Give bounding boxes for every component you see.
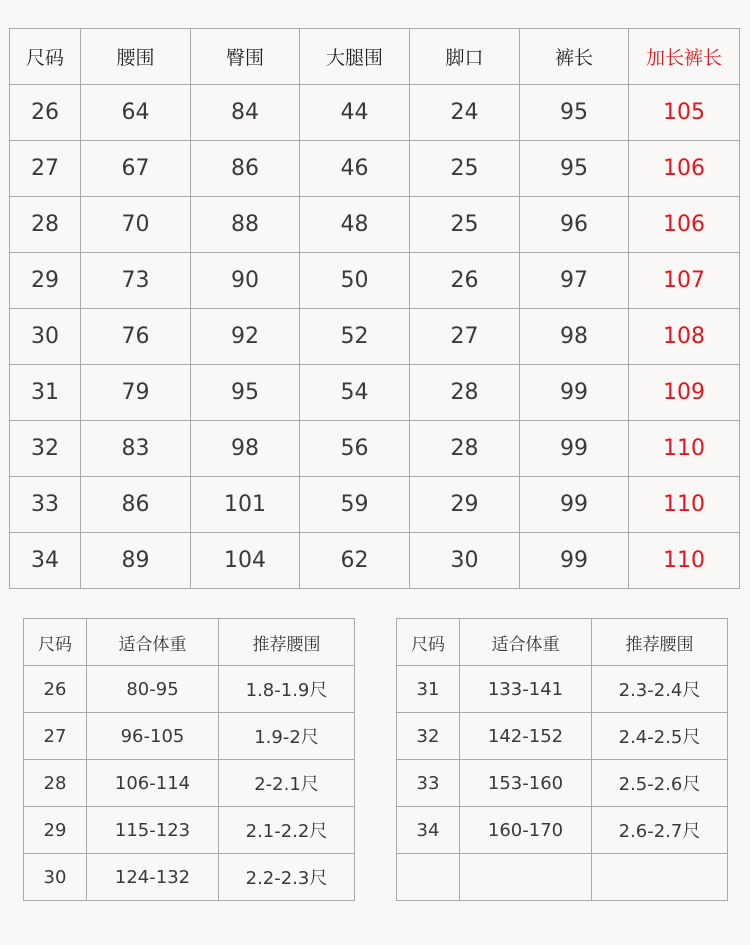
table-cell: 97 — [520, 253, 629, 309]
extended-length-cell: 108 — [629, 309, 740, 365]
weight-chart-header-row — [24, 619, 355, 666]
table-row — [397, 713, 728, 760]
table-cell: 70 — [81, 197, 191, 253]
table-cell: 106-114 — [87, 760, 219, 807]
table-cell: 64 — [81, 85, 191, 141]
table-cell: 153-160 — [460, 760, 592, 807]
table-cell: 98 — [520, 309, 629, 365]
table-cell: 52 — [300, 309, 410, 365]
table-cell: 73 — [81, 253, 191, 309]
table-cell: 32 — [397, 713, 460, 760]
table-cell: 67 — [81, 141, 191, 197]
table-cell: 79 — [81, 365, 191, 421]
size-chart-header-row — [10, 29, 740, 85]
extended-length-cell: 106 — [629, 197, 740, 253]
extended-length-cell: 110 — [629, 477, 740, 533]
table-cell: 31 — [10, 365, 81, 421]
table-cell: 32 — [10, 421, 81, 477]
extended-length-cell: 110 — [629, 421, 740, 477]
table-cell: 27 — [10, 141, 81, 197]
column-header: 尺码 — [24, 619, 87, 666]
table-row — [24, 760, 355, 807]
table-cell: 28 — [410, 421, 520, 477]
table-cell: 44 — [300, 85, 410, 141]
table-cell: 124-132 — [87, 854, 219, 901]
table-cell: 31 — [397, 666, 460, 713]
table-cell: 95 — [520, 85, 629, 141]
table-cell: 1.9-2尺 — [219, 713, 355, 760]
table-cell: 28 — [24, 760, 87, 807]
table-row — [24, 807, 355, 854]
table-cell: 30 — [24, 854, 87, 901]
column-header: 推荐腰围 — [592, 619, 728, 666]
table-cell: 34 — [397, 807, 460, 854]
table-cell — [460, 854, 592, 901]
column-header: 适合体重 — [460, 619, 592, 666]
table-cell: 92 — [191, 309, 300, 365]
table-cell: 80-95 — [87, 666, 219, 713]
table-cell: 48 — [300, 197, 410, 253]
extended-length-cell: 107 — [629, 253, 740, 309]
table-cell: 88 — [191, 197, 300, 253]
table-cell: 90 — [191, 253, 300, 309]
table-cell: 89 — [81, 533, 191, 589]
table-cell: 142-152 — [460, 713, 592, 760]
table-cell: 99 — [520, 421, 629, 477]
table-row — [10, 365, 740, 421]
table-cell: 84 — [191, 85, 300, 141]
table-cell: 46 — [300, 141, 410, 197]
column-header: 脚口 — [410, 29, 520, 85]
table-cell: 29 — [24, 807, 87, 854]
table-cell: 27 — [24, 713, 87, 760]
column-header: 裤长 — [520, 29, 629, 85]
table-row — [397, 666, 728, 713]
table-cell: 33 — [397, 760, 460, 807]
table-cell: 86 — [81, 477, 191, 533]
table-cell: 95 — [191, 365, 300, 421]
table-cell: 95 — [520, 141, 629, 197]
table-row — [10, 421, 740, 477]
column-header: 适合体重 — [87, 619, 219, 666]
column-header: 尺码 — [10, 29, 81, 85]
table-cell: 115-123 — [87, 807, 219, 854]
column-header: 腰围 — [81, 29, 191, 85]
table-cell — [397, 854, 460, 901]
column-header: 尺码 — [397, 619, 460, 666]
table-row — [10, 85, 740, 141]
table-cell: 2.1-2.2尺 — [219, 807, 355, 854]
table-cell: 99 — [520, 365, 629, 421]
size-chart-table — [9, 28, 740, 589]
table-cell: 25 — [410, 197, 520, 253]
table-cell: 2-2.1尺 — [219, 760, 355, 807]
table-cell: 27 — [410, 309, 520, 365]
table-cell: 26 — [24, 666, 87, 713]
table-row — [10, 253, 740, 309]
table-row — [10, 477, 740, 533]
table-cell: 30 — [10, 309, 81, 365]
table-cell: 96 — [520, 197, 629, 253]
table-cell: 2.4-2.5尺 — [592, 713, 728, 760]
table-cell: 29 — [410, 477, 520, 533]
table-cell: 26 — [410, 253, 520, 309]
table-row — [397, 807, 728, 854]
table-cell: 2.6-2.7尺 — [592, 807, 728, 854]
extended-length-cell: 106 — [629, 141, 740, 197]
column-header: 推荐腰围 — [219, 619, 355, 666]
table-cell: 54 — [300, 365, 410, 421]
column-header-extended-length: 加长裤长 — [629, 29, 740, 85]
table-cell: 24 — [410, 85, 520, 141]
table-row — [397, 760, 728, 807]
table-cell — [592, 854, 728, 901]
table-cell: 96-105 — [87, 713, 219, 760]
weight-chart-header-row — [397, 619, 728, 666]
table-cell: 2.3-2.4尺 — [592, 666, 728, 713]
weight-chart-table-right — [396, 618, 728, 901]
extended-length-cell: 105 — [629, 85, 740, 141]
weight-chart-table-left — [23, 618, 355, 901]
extended-length-cell: 110 — [629, 533, 740, 589]
table-cell: 62 — [300, 533, 410, 589]
table-cell: 83 — [81, 421, 191, 477]
table-cell: 2.2-2.3尺 — [219, 854, 355, 901]
table-row — [10, 197, 740, 253]
table-row — [10, 141, 740, 197]
table-cell: 26 — [10, 85, 81, 141]
table-cell: 30 — [410, 533, 520, 589]
table-cell: 99 — [520, 533, 629, 589]
table-cell: 101 — [191, 477, 300, 533]
table-cell: 50 — [300, 253, 410, 309]
table-cell: 1.8-1.9尺 — [219, 666, 355, 713]
column-header: 大腿围 — [300, 29, 410, 85]
table-row — [24, 713, 355, 760]
table-cell: 28 — [410, 365, 520, 421]
table-row — [24, 854, 355, 901]
table-cell: 86 — [191, 141, 300, 197]
table-cell: 2.5-2.6尺 — [592, 760, 728, 807]
table-cell: 160-170 — [460, 807, 592, 854]
table-cell: 34 — [10, 533, 81, 589]
table-cell: 28 — [10, 197, 81, 253]
table-cell: 98 — [191, 421, 300, 477]
table-cell: 59 — [300, 477, 410, 533]
table-row — [10, 309, 740, 365]
column-header: 臀围 — [191, 29, 300, 85]
table-cell: 29 — [10, 253, 81, 309]
table-row — [10, 533, 740, 589]
extended-length-cell: 109 — [629, 365, 740, 421]
table-cell: 104 — [191, 533, 300, 589]
table-cell: 76 — [81, 309, 191, 365]
table-cell: 133-141 — [460, 666, 592, 713]
table-row — [24, 666, 355, 713]
table-cell: 25 — [410, 141, 520, 197]
table-cell: 56 — [300, 421, 410, 477]
table-row — [397, 854, 728, 901]
table-cell: 99 — [520, 477, 629, 533]
table-cell: 33 — [10, 477, 81, 533]
